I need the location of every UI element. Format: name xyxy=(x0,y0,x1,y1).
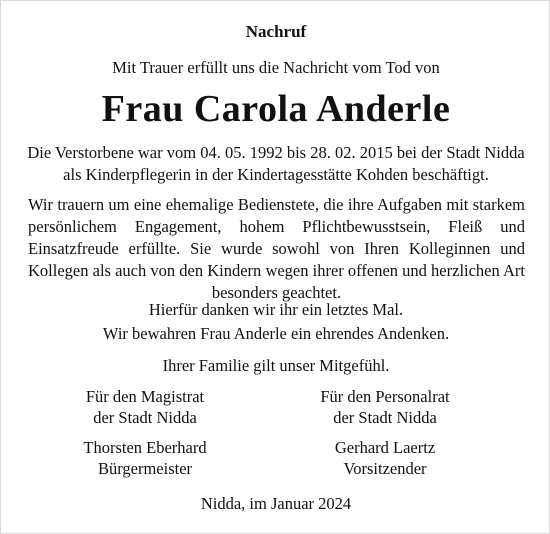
remembrance-line: Wir bewahren Frau Anderle ein ehrendes Andenken. xyxy=(102,324,450,343)
signatory-left-role: Bürgermeister xyxy=(97,459,193,478)
signatory-right-org-line2: der Stadt Nidda xyxy=(333,408,437,427)
notice-heading: Nachruf xyxy=(245,22,307,41)
signatory-right-person xyxy=(285,437,485,479)
service-paragraph: Die Verstorbene war vom 04. 05. 1992 bis 28. 02. 2015 bei der Stadt Nidda als Kinderpflegerin in der Kindertagesstätte Kohden beschäftigt. xyxy=(27,143,525,184)
signatory-left-person xyxy=(45,437,245,479)
signatory-left-org-line1: Für den Magistrat xyxy=(85,387,205,406)
tribute-paragraph: Wir trauern um eine ehemalige Bedienstete, die ihre Aufgaben mit starkem persönlichem Engagement, hohem Pflichtbewusstsein, Fleiß und Einsatzfreude erfüllte. Sie wurde sowohl von Ihren Kolleginnen und Kollegen als auch von den Kindern wegen ihrer offenen und herzlichen Art besonders geachtet. xyxy=(28,195,525,302)
intro-line: Mit Trauer erfüllt uns die Nachricht vom Tod von xyxy=(112,58,440,77)
signatory-left-org xyxy=(45,386,245,428)
place-date: Nidda, im Januar 2024 xyxy=(200,494,352,513)
signatory-right-name: Gerhard Laertz xyxy=(334,438,436,457)
signatory-right-org-line1: Für den Personalrat xyxy=(320,387,450,406)
thanks-line: Hierfür danken wir ihr ein letztes Mal. xyxy=(148,300,404,319)
signatory-left-org-line2: der Stadt Nidda xyxy=(93,408,197,427)
deceased-name: Frau Carola Anderle xyxy=(101,88,451,130)
signatory-left-name: Thorsten Eberhard xyxy=(83,438,207,457)
sympathy-line: Ihrer Familie gilt unser Mitgefühl. xyxy=(162,356,390,375)
signatory-right-role: Vorsitzender xyxy=(343,459,427,478)
signatory-right-org xyxy=(285,386,485,428)
